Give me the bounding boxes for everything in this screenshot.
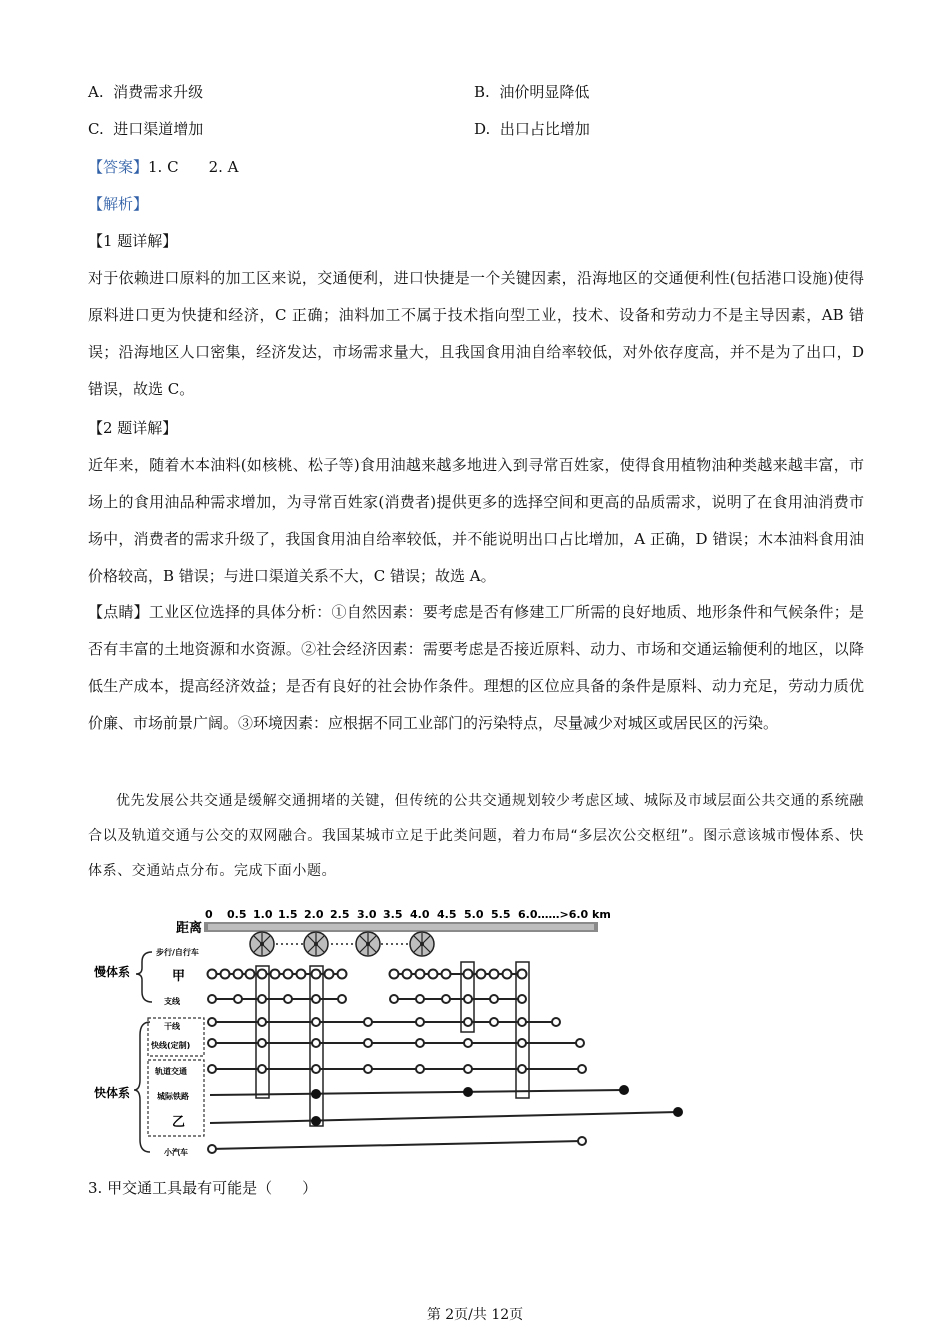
tip-tag: 【点睛】: [88, 603, 149, 621]
row-label-intercity: 城际铁路: [157, 1092, 189, 1101]
q2-title: 【2 题详解】: [88, 419, 178, 437]
tick-label: 1.5: [278, 908, 298, 921]
answer-text: 1. C 2. A: [148, 158, 239, 176]
option-c: C. 进口渠道增加: [88, 120, 204, 138]
route-yi: [210, 1107, 683, 1126]
answer-tag: 【答案】: [88, 158, 149, 176]
intro-paragraph: 优先发展公共交通是缓解交通拥堵的关键，但传统的公共交通规划较少考虑区域、城际及市域层面公共交通的系统融合以及轨道交通与公交的双网融合。我国某城市立足于此类问题，着力布局“多层次公交枢纽”。图示意该城市慢体系、快体系、交通站点分布。完成下面小题。: [88, 793, 864, 879]
row-label-trunk: 干线: [164, 1022, 180, 1031]
bike-hub-icon: [356, 932, 380, 956]
tick-label: 0.5: [227, 908, 247, 921]
analysis-tag: 【解析】: [88, 195, 149, 213]
page-footer: 第 2页/共 12页: [426, 1307, 524, 1323]
q1-title: 【1 题详解】: [88, 232, 178, 250]
row-label-branch: 支线: [164, 997, 180, 1006]
distance-ticks: [205, 908, 611, 921]
option-d: D. 出口占比增加: [474, 120, 590, 138]
row-label-walk-bike: 步行/自行车: [156, 948, 199, 957]
tick-label: 4.5: [437, 908, 457, 921]
route-intercity: [210, 1085, 629, 1099]
answer-line: [88, 157, 239, 177]
tick-label: 5.0: [464, 908, 484, 921]
option-b: B. 油价明显降低: [474, 83, 590, 101]
bike-hub-icon: [250, 932, 274, 956]
tip-body: 工业区位选择的具体分析：①自然因素：要考虑是否有修建工厂所需的良好地质、地形条件和气候条件；是否有丰富的土地资源和水资源。②社会经济因素：需要考虑是否接近原料、动力、市场和交通运输便利的地区，以降低生产成本，提高经济效益；是否有良好的社会协作条件。理想的区位应具备的条件是原料、动力充足，劳动力质优价廉、市场前景广阔。③环境因素：应根据不同工业部门的污染特点，尽量减少对城区或居民区的污染。: [88, 603, 864, 732]
question-3: 3. 甲交通工具最有可能是（ ）: [88, 1179, 318, 1197]
hub-box: [516, 962, 529, 1098]
row-label-rail: 轨道交通: [155, 1067, 187, 1076]
hub-box: [256, 966, 269, 1098]
tick-label: 3.0: [357, 908, 377, 921]
q1-body: 对于依赖进口原料的加工区来说，交通便利，进口快捷是一个关键因素，沿海地区的交通便利性(包括港口设施)使得原料进口更为快捷和经济，C 正确；油料加工不属于技术指向型工业，技术、设备和劳动力不是主导因素，AB 错误；沿海地区人口密集，经济发达，市场需求量大，且我国食用油自给率较低，对外依存度高，并不是为了出口，D 错误，故选 C。: [88, 269, 864, 398]
route-express: [208, 1039, 584, 1047]
row-label-jia: 甲: [172, 969, 186, 984]
tick-label: 4.0: [410, 908, 430, 921]
fast-system-label: 快体系: [94, 1086, 131, 1100]
q2-body: 近年来，随着木本油料(如核桃、松子等)食用油越来越多地进入到寻常百姓家，使得食用植物油种类越来越丰富，市场上的食用油品种需求增加，为寻常百姓家(消费者)提供更多的选择空间和更高的品质需求，说明了在食用油消费市场中，消费者的需求升级了，我国食用油自给率较低，并不能说明出口占比增加，A 正确，D 错误；木本油料食用油价格较高，B 错误；与进口渠道关系不大，C 错误；故选 A。: [88, 456, 864, 585]
tick-label: 3.5: [383, 908, 403, 921]
distance-bar-inner: [208, 924, 594, 930]
bike-hub-icon: [410, 932, 434, 956]
slow-brace: [136, 952, 152, 1002]
row-label-yi: 乙: [172, 1115, 186, 1130]
tip-paragraph: [88, 594, 864, 742]
route-trunk: [208, 1018, 560, 1026]
option-a: A. 消费需求升级: [88, 83, 204, 101]
tick-label: 1.0: [253, 908, 273, 921]
row-label-car: 小汽车: [164, 1148, 188, 1157]
tick-label: 0: [205, 908, 213, 921]
tick-label: 5.5: [491, 908, 511, 921]
tick-label: 6.0……>6.0 km: [518, 908, 611, 921]
bike-hub-icon: [304, 932, 328, 956]
tick-label: 2.0: [304, 908, 324, 921]
slow-system-label: 慢体系: [94, 965, 131, 979]
row-label-express: 快线(定制): [151, 1041, 191, 1050]
distance-label: 距离: [176, 921, 203, 936]
route-car: [208, 1137, 586, 1153]
transport-figure: [88, 898, 708, 1166]
tick-label: 2.5: [330, 908, 350, 921]
